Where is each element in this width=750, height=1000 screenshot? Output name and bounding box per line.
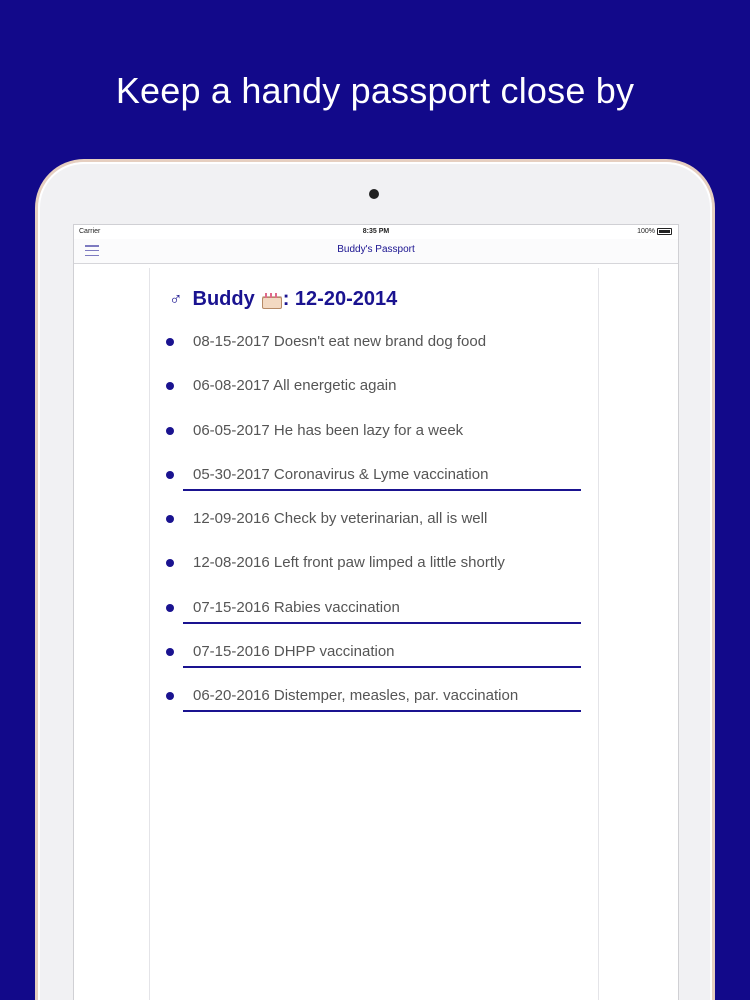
bullet-icon: [166, 427, 174, 435]
vaccination-underline: [183, 489, 581, 491]
nav-bar: [74, 239, 678, 264]
pet-header: [169, 288, 397, 311]
app-screen: [73, 224, 679, 1000]
bullet-icon: [166, 692, 174, 700]
entry-text: 05-30-2017 Coronavirus & Lyme vaccination: [193, 465, 489, 483]
entry-text: 07-15-2016 DHPP vaccination: [193, 643, 395, 661]
bullet-icon: [166, 338, 174, 346]
male-gender-icon: ♂: [169, 289, 183, 309]
pet-name: Buddy: [192, 288, 255, 310]
passport-card: [149, 268, 599, 1000]
battery-icon: [657, 228, 672, 235]
bullet-icon: [166, 382, 174, 390]
list-item-vaccination[interactable]: [150, 680, 598, 724]
bullet-icon: [166, 648, 174, 656]
entry-list: [150, 326, 598, 725]
vaccination-underline: [183, 710, 581, 712]
entry-text: 12-09-2016 Check by veterinarian, all is well: [193, 510, 488, 528]
list-item-vaccination[interactable]: [150, 459, 598, 503]
entry-text: 06-05-2017 He has been lazy for a week: [193, 421, 464, 439]
entry-text: 07-15-2016 Rabies vaccination: [193, 598, 400, 616]
status-time: 8:35 PM: [362, 228, 390, 235]
bullet-icon: [166, 515, 174, 523]
vaccination-underline: [183, 666, 581, 668]
list-item[interactable]: [150, 326, 598, 370]
status-bar: [74, 225, 678, 239]
list-item[interactable]: [150, 547, 598, 591]
bullet-icon: [166, 559, 174, 567]
list-item-vaccination[interactable]: [150, 636, 598, 680]
entry-text: 06-08-2017 All energetic again: [193, 377, 397, 395]
bullet-icon: [166, 471, 174, 479]
entry-text: 12-08-2016 Left front paw limped a little shortly: [193, 554, 505, 572]
promo-headline: Keep a handy passport close by: [115, 70, 635, 111]
birthday-cake-icon: [261, 290, 281, 310]
ipad-frame: [38, 162, 712, 1000]
list-item[interactable]: [150, 370, 598, 414]
vaccination-underline: [183, 622, 581, 624]
entry-text: 08-15-2017 Doesn't eat new brand dog food: [193, 333, 487, 350]
nav-title: Buddy's Passport: [337, 244, 415, 255]
bullet-icon: [166, 604, 174, 612]
list-item-vaccination[interactable]: [150, 592, 598, 636]
list-item[interactable]: [150, 503, 598, 547]
list-item[interactable]: [150, 415, 598, 459]
entry-text: 06-20-2016 Distemper, measles, par. vaccination: [193, 687, 519, 705]
carrier-label: Carrier: [79, 228, 101, 235]
battery-percent: 100%: [637, 228, 655, 235]
camera-icon: [369, 189, 379, 199]
battery-indicator: [637, 228, 672, 235]
pet-birthday: : 12-20-2014: [282, 288, 398, 310]
